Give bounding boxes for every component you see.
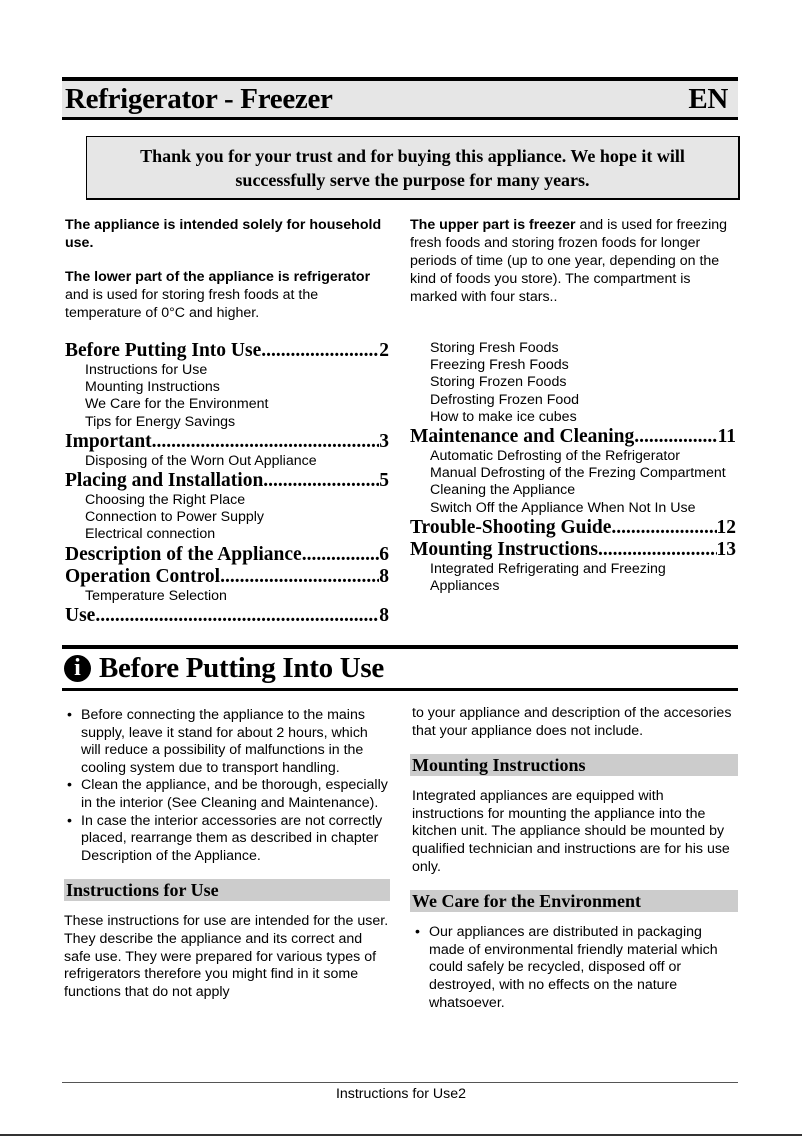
intro-paragraph: The upper part is freezer and is used for freezing fresh foods and storing frozen foods for longer periods of time (up to one year, depending on the kind of foods you store). The compartment is marked with four stars..	[410, 217, 727, 305]
toc-sub-entry[interactable]: Storing Fresh Foods	[430, 340, 559, 356]
toc-sub-entry[interactable]: Defrosting Frozen Food	[430, 391, 580, 408]
subheading-mounting-instructions: Mounting Instructions	[410, 754, 738, 776]
list-item: • In case the interior accessories are not correctly placed, rearrange them as described in chapter Description of the Appliance.	[64, 813, 390, 866]
bullet-list	[64, 707, 390, 865]
toc-sub-entry[interactable]: Storing Frozen Foods	[430, 374, 567, 391]
toc-sub-entry[interactable]: Automatic Defrosting of the Refrigerator	[430, 448, 680, 465]
intro-bold: The appliance is intended solely for household use.	[65, 217, 382, 251]
intro-paragraph: The lower part of the appliance is refrigerator and is used for storing fresh foods at the temperature of 0°C and higher.	[65, 269, 371, 321]
toc-sub-entry[interactable]: Manual Defrosting of the Frezing Compartment	[430, 465, 726, 482]
toc-sub-entry[interactable]: Electrical connection	[85, 526, 216, 543]
toc-left	[65, 340, 389, 627]
document-title-bar	[62, 77, 738, 120]
toc-sub-entry[interactable]: We Care for the Environment	[85, 396, 269, 413]
toc-right	[410, 340, 736, 595]
toc-entry[interactable]: Trouble-Shooting Guide ..... 12	[410, 517, 736, 539]
toc-entry[interactable]: Description of the Appliance ..... 6	[65, 544, 389, 566]
subheading-instructions-for-use: Instructions for Use	[64, 879, 390, 901]
toc-sub-entry[interactable]: Mounting Instructions	[85, 379, 220, 396]
toc-sub-entry[interactable]: Choosing the Right Place	[85, 492, 246, 509]
instructions-paragraph: These instructions for use are intended for the user. They describe the appliance and its correct and safe use. They were prepared for various types of refrigerators therefore you might find in it some functions that do not apply	[64, 913, 389, 1000]
info-icon: i	[64, 655, 91, 682]
language-code: EN	[688, 82, 728, 115]
section-heading-bar	[62, 645, 738, 691]
bullet-list	[412, 924, 738, 1012]
toc-entry[interactable]: Placing and Installation ..... 5	[65, 470, 389, 492]
intro-paragraph	[65, 216, 395, 252]
list-item: • Clean the appliance, and be thorough, especially in the interior (See Cleaning and Maintenance).	[64, 777, 390, 812]
toc-sub-entry[interactable]: How to make ice cubes	[430, 408, 577, 425]
footer-divider	[62, 1082, 738, 1083]
document-title: Refrigerator - Freezer	[65, 82, 333, 115]
toc-sub-entry[interactable]: Integrated Refrigerating and Freezing Appliances	[430, 560, 666, 595]
toc-sub-entry[interactable]: Cleaning the Appliance	[430, 482, 576, 499]
intro-bold: The lower part of the appliance is refrigerator	[65, 269, 371, 285]
toc-entry[interactable]: Before Putting Into Use ..... 2	[65, 340, 389, 362]
toc-sub-entry[interactable]: Temperature Selection	[85, 587, 227, 604]
section-title: Before Putting Into Use	[99, 652, 384, 684]
list-item: • Before connecting the appliance to the mains supply, leave it stand for about 2 hours, which will reduce a possibility of malfunctions in the cooling system due to transport handling.	[64, 707, 390, 777]
toc-sub-entry[interactable]: Instructions for Use	[85, 362, 208, 378]
toc-sub-entry[interactable]: Connection to Power Supply	[85, 509, 265, 526]
thank-you-box: Thank you for your trust and for buying this appliance. We hope it will successfully serve the purpose for many years.	[86, 136, 740, 200]
toc-sub-entry[interactable]: Disposing of the Worn Out Appliance	[85, 452, 317, 469]
subheading-environment: We Care for the Environment	[410, 890, 738, 912]
toc-sub-entry[interactable]: Tips for Energy Savings	[85, 413, 236, 430]
toc-entry[interactable]: Important ..... 3	[65, 431, 389, 453]
toc-entry[interactable]: Operation Control ..... 8	[65, 566, 389, 588]
toc-entry[interactable]: Maintenance and Cleaning ..... 11	[410, 426, 736, 448]
intro-right	[410, 216, 740, 322]
page-footer: Instructions for Use2	[335, 1086, 467, 1102]
toc-entry[interactable]: Use ..... 8	[65, 605, 389, 627]
mounting-paragraph: Integrated appliances are equipped with instructions for mounting the appliance into the kitchen unit. The appliance should be mounted by qualified technician and instructions are for his use only.	[412, 788, 730, 875]
toc-sub-entry[interactable]: Freezing Fresh Foods	[430, 357, 569, 374]
body-right-column	[412, 705, 738, 1012]
body-left-column	[64, 707, 390, 1001]
intro-bold: The upper part is freezer	[410, 217, 576, 233]
instructions-paragraph-continued: to your appliance and description of the accesories that your appliance does not include.	[412, 705, 732, 739]
intro-left	[65, 216, 395, 338]
toc-sub-entry[interactable]: Switch Off the Appliance When Not In Use	[430, 499, 696, 516]
toc-entry[interactable]: Mounting Instructions ..... 13	[410, 539, 736, 561]
list-item: • Our appliances are distributed in packaging made of environmental friendly material which could safely be recycled, disposed off or destroyed, with no effects on the nature whatsoever.	[412, 924, 738, 1012]
